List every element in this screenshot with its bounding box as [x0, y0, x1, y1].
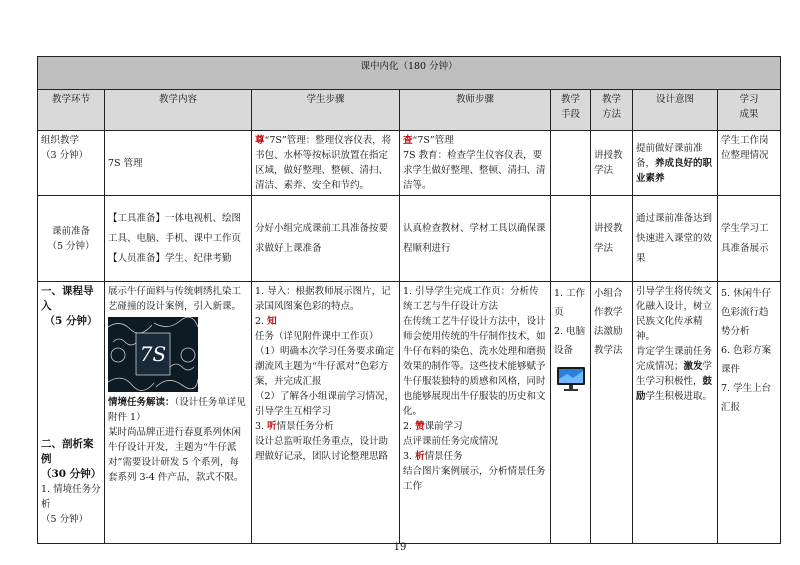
lesson-table	[37, 56, 781, 544]
row3-teacher-1: 1. 引导学生完成工作页：分析传统工艺与牛仔设计方法	[403, 286, 539, 312]
header-content: 教学内容	[105, 90, 252, 131]
row3-teacher-2-text: 课前学习	[424, 421, 463, 432]
row3-student-2-num: 2.	[255, 316, 268, 327]
monitor-icon	[556, 366, 586, 392]
row1-content: 7S 管理	[105, 131, 252, 196]
row3-stage-1-time: （5 分钟）	[44, 315, 98, 327]
row3-student-3-text: 情景任务分析	[276, 421, 334, 432]
row3-stage-2-time: （30 分钟）	[41, 468, 102, 480]
row3-teacher-2b: 点评课前任务完成情况	[403, 436, 499, 447]
row3-intent-2b: 激发	[683, 361, 703, 372]
header-method: 教学 方法	[591, 90, 633, 131]
row3-outcome-2: 6. 色彩方案课件	[721, 345, 772, 375]
row1-student-text: “7S”管理：整理仪容仪表，将书包、水杯等按标识放置在指定区域，做好整理、整顿、清扫、清洁、素养、安全和节约。	[255, 135, 392, 191]
row1-method: 讲授教学法	[591, 131, 633, 196]
row3-teacher-3-text: 情景任务	[424, 451, 463, 462]
case-image-mark: 7S	[139, 342, 167, 366]
row3-student	[252, 282, 400, 544]
row3-intent	[633, 282, 718, 544]
row3-outcome-3: 7. 学生上台汇报	[721, 383, 772, 413]
row3-student-2a: （1）明确本次学习任务要求确定潮流风主题为“牛仔派对”色彩方案，并完成汇报	[255, 346, 395, 387]
row2-content	[105, 196, 252, 282]
row1-teacher	[400, 131, 551, 196]
row3-student-2-prefix: 知	[267, 316, 277, 327]
row3-intent-1: 引导学生将传统文化融入设计，树立民族文化传承精神。	[636, 286, 713, 342]
row1-student-prefix: 尊	[255, 135, 265, 146]
row2-outcome: 学生学习工具准备展示	[718, 196, 781, 282]
row3-teacher-3b: 结合图片案例展示，分析情景任务工作	[403, 466, 546, 492]
row3-stage-2-sub-time: （5 分钟）	[41, 514, 89, 525]
row1-intent-2: 养成良好的职业素养	[636, 157, 713, 184]
row3-student-3b: 设计总监听取任务重点，设计助理做好记录，团队讨论整理思路	[255, 436, 389, 462]
header-intent: 设计意图	[633, 90, 718, 131]
row3-content	[105, 282, 252, 544]
header-outcome: 学习 成果	[718, 90, 781, 131]
row3-teacher-1b: 在传统工艺牛仔设计方法中，设计师会使用传统的牛仔制作技术，如牛仔布料的染色、洗水处理和磨损效果的制作等。这些技术能够赋予牛仔服装独特的质感和风格，同时也能够展现出牛仔服装的历史和文化。	[403, 316, 546, 417]
row3-task-text: 某时尚品牌正进行春夏系列休闲牛仔设计开发，主题为“牛仔派对”需要设计研发 5 个系列，每套系列 3-4 件产品，款式不限。	[108, 427, 244, 483]
row3-means-2: 2. 电脑设备	[554, 326, 586, 356]
row3-student-2b: （2）了解各小组课前学习情况，引导学生互相学习	[255, 391, 395, 417]
row3-stage-1: 一、课程导入	[41, 285, 94, 312]
row3-means-1: 1. 工作页	[554, 288, 586, 318]
row2-student: 分好小组完成课前工具准备按要求做好上课准备	[252, 196, 400, 282]
row2-means	[551, 196, 591, 282]
row3-teacher-3-num: 3.	[403, 451, 416, 462]
header-student: 学生步骤	[252, 90, 400, 131]
row2-stage-label: 课前准备	[51, 225, 90, 237]
row3-stage-2: 二、剖析案例	[41, 438, 94, 465]
row1-intent-1: 提前做好课前准备，	[636, 142, 703, 169]
row3-stage-2-sub: 1. 情境任务分析	[41, 484, 101, 510]
row3-student-3-prefix: 听	[267, 421, 277, 432]
row2-content-1: 【工具准备】一体电视机、绘图工具、电脑、手机、课中工作页	[108, 212, 242, 244]
case-image	[108, 317, 198, 392]
row3-student-1: 1. 导入：根据教师展示图片，记录国风图案色彩的特点。	[255, 286, 391, 312]
header-stage: 教学环节	[38, 90, 105, 131]
page-number: 19	[393, 542, 407, 553]
row1-teacher-text-1: “7S”管理	[412, 135, 454, 146]
row3-method: 小组合作教学法激励教学法	[591, 282, 633, 544]
row2-intent: 通过课前准备达到快速进入课堂的效果	[633, 196, 718, 282]
row3-student-3-num: 3.	[255, 421, 268, 432]
row3-intent-2d: 鼓励	[636, 376, 713, 402]
row3-intent-2a: 肯定学生课前任务完成情况；	[636, 346, 713, 372]
row3-intent-2e: 学生积极进取。	[645, 391, 713, 402]
row2-stage-time: （5 分钟）	[47, 240, 95, 252]
table-row	[38, 196, 781, 282]
row3-stage	[38, 282, 105, 544]
row3-content-intro: 展示牛仔面料与传统刺绣扎染工艺碰撞的设计案例，引入新课。	[108, 286, 242, 312]
row3-teacher	[400, 282, 551, 544]
row3-task-label: 情境任务解读：	[108, 397, 175, 408]
row2-teacher: 认真检查教材、学材工具以确保课程顺利进行	[400, 196, 551, 282]
row1-outcome: 学生工作岗位整理情况	[718, 131, 781, 196]
table-row	[38, 131, 781, 196]
header-means: 教学 手段	[551, 90, 591, 131]
row3-teacher-2-num: 2.	[403, 421, 416, 432]
row3-means	[551, 282, 591, 544]
row1-stage-time: （3 分钟）	[41, 150, 89, 161]
row1-teacher-prefix: 查	[403, 135, 413, 146]
header-teacher: 教师步骤	[400, 90, 551, 131]
table-title: 课中内化（180 分钟）	[38, 57, 781, 90]
row2-content-2: 【人员准备】学生、纪律考勤	[108, 252, 232, 264]
row3-teacher-3-prefix: 析	[415, 451, 425, 462]
row3-intent-2c: 学生学习积极性，	[636, 361, 713, 387]
row2-stage	[38, 196, 105, 282]
row3-outcome	[718, 282, 781, 544]
row2-method: 讲授教学法	[591, 196, 633, 282]
row3-student-2-text: 任务（详见附件课中工作页）	[255, 331, 379, 342]
row3-teacher-2-prefix: 赞	[415, 421, 425, 432]
table-row	[38, 282, 781, 544]
row1-student	[252, 131, 400, 196]
header-row	[38, 90, 781, 131]
row1-means	[551, 131, 591, 196]
row3-task-ref: （设计任务单详见附件 1）	[108, 397, 246, 423]
row1-teacher-text-2: 7S 教育：检查学生仪容仪表，要求学生做好整理、整顿、清扫、清洁等。	[403, 150, 546, 191]
row1-stage	[38, 131, 105, 196]
row1-stage-label: 组织教学	[41, 135, 80, 146]
row1-intent	[633, 131, 718, 196]
row3-outcome-1: 5. 休闲牛仔色彩流行趋势分析	[721, 288, 772, 337]
